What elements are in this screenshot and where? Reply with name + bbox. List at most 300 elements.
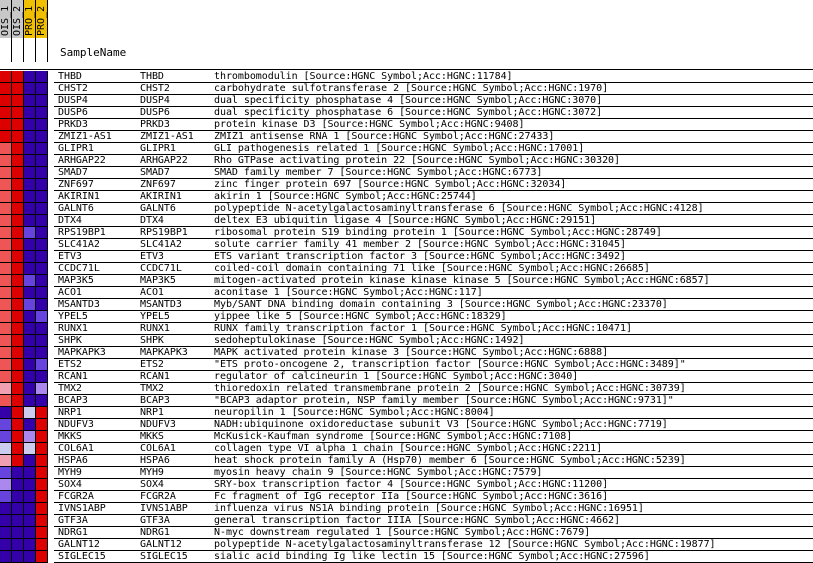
column-header-label: OIS_1: [0, 5, 11, 36]
table-row[interactable]: [0, 539, 813, 551]
table-row[interactable]: [0, 263, 813, 275]
table-row[interactable]: [0, 107, 813, 119]
heatmap-cell: [36, 311, 48, 323]
table-row[interactable]: [0, 479, 813, 491]
table-row[interactable]: [0, 515, 813, 527]
heatmap-cell: [36, 431, 48, 443]
heatmap-cell: [24, 431, 36, 443]
gene-symbol: MKKS: [58, 431, 82, 442]
heatmap-cell: [0, 503, 12, 515]
table-row[interactable]: [0, 467, 813, 479]
heatmap-cell: [36, 179, 48, 191]
gene-symbol: ACO1: [58, 287, 82, 298]
gene-description: NADH:ubiquinone oxidoreductase subunit V3 [Source:HGNC Symbol;Acc:HGNC:7719]: [214, 419, 668, 430]
gene-symbol: DUSP6: [58, 107, 88, 118]
heatmap-cell: [24, 503, 36, 515]
gene-symbol: IVNS1ABP: [58, 503, 106, 514]
heatmap-cell: [0, 83, 12, 95]
heatmap-cell: [36, 395, 48, 407]
heatmap-cell: [24, 323, 36, 335]
gene-name: RUNX1: [140, 323, 170, 334]
heatmap-cell: [12, 287, 24, 299]
heatmap-cell: [12, 359, 24, 371]
heatmap-cell: [36, 203, 48, 215]
gene-description: Myb/SANT DNA binding domain containing 3 [Source:HGNC Symbol;Acc:HGNC:23370]: [214, 299, 668, 310]
heatmap-cell: [12, 167, 24, 179]
heatmap-cell: [36, 551, 48, 563]
heatmap-cell: [24, 395, 36, 407]
heatmap-cell: [24, 83, 36, 95]
heatmap-cell: [0, 191, 12, 203]
table-row[interactable]: [0, 491, 813, 503]
table-row[interactable]: [0, 311, 813, 323]
heatmap-cell: [0, 515, 12, 527]
heatmap-cell: [36, 323, 48, 335]
gene-symbol: CCDC71L: [58, 263, 100, 274]
table-row[interactable]: [0, 503, 813, 515]
gene-description: thioredoxin related transmembrane protein 2 [Source:HGNC Symbol;Acc:HGNC:30739]: [214, 383, 686, 394]
heatmap-cell: [24, 107, 36, 119]
heatmap-cell: [24, 455, 36, 467]
gene-description: thrombomodulin [Source:HGNC Symbol;Acc:HGNC:11784]: [214, 71, 513, 82]
gene-description: regulator of calcineurin 1 [Source:HGNC Symbol;Acc:HGNC:3040]: [214, 371, 579, 382]
gene-description: SMAD family member 7 [Source:HGNC Symbol;Acc:HGNC:6773]: [214, 167, 543, 178]
gene-name: CHST2: [140, 83, 170, 94]
heatmap-cell: [0, 335, 12, 347]
gene-name: DUSP4: [140, 95, 170, 106]
heatmap-cell: [12, 131, 24, 143]
heatmap-cell: [12, 407, 24, 419]
heatmap-cell: [0, 491, 12, 503]
heatmap-cell: [24, 383, 36, 395]
gene-symbol: MAP3K5: [58, 275, 94, 286]
heatmap-cell: [12, 203, 24, 215]
gene-description: polypeptide N-acetylgalactosaminyltransferase 6 [Source:HGNC Symbol;Acc:HGNC:4128]: [214, 203, 704, 214]
heatmap-cell: [24, 119, 36, 131]
heatmap-cell: [36, 155, 48, 167]
heatmap-cell: [36, 83, 48, 95]
column-header-label: OIS_2: [12, 5, 23, 36]
heatmap-cell: [24, 443, 36, 455]
gene-name: YPEL5: [140, 311, 170, 322]
heatmap-cell: [0, 323, 12, 335]
heatmap-cell: [0, 311, 12, 323]
heatmap-cell: [36, 227, 48, 239]
gene-description: coiled-coil domain containing 71 like [Source:HGNC Symbol;Acc:HGNC:26685]: [214, 263, 650, 274]
table-row[interactable]: [0, 155, 813, 167]
heatmap-cell: [0, 167, 12, 179]
gene-description: sialic acid binding Ig like lectin 15 [Source:HGNC Symbol;Acc:HGNC:27596]: [214, 551, 650, 562]
gene-name: COL6A1: [140, 443, 176, 454]
gene-symbol: NDRG1: [58, 527, 88, 538]
heatmap-cell: [0, 71, 12, 83]
gene-symbol: TMX2: [58, 383, 82, 394]
gene-description: heat shock protein family A (Hsp70) member 6 [Source:HGNC Symbol;Acc:HGNC:5239]: [214, 455, 686, 466]
heatmap-cell: [12, 311, 24, 323]
gene-description: collagen type VI alpha 1 chain [Source:HGNC Symbol;Acc:HGNC:2211]: [214, 443, 603, 454]
gene-description: neuropilin 1 [Source:HGNC Symbol;Acc:HGNC:8004]: [214, 407, 495, 418]
gene-symbol: MYH9: [58, 467, 82, 478]
heatmap-cell: [0, 539, 12, 551]
gene-name: ETS2: [140, 359, 164, 370]
gene-name: SIGLEC15: [140, 551, 188, 562]
gene-name: SMAD7: [140, 167, 170, 178]
heatmap-cell: [0, 143, 12, 155]
heatmap-cell: [24, 551, 36, 563]
heatmap-cell: [24, 143, 36, 155]
heatmap-cell: [36, 95, 48, 107]
gene-symbol: FCGR2A: [58, 491, 94, 502]
heatmap-cell: [36, 539, 48, 551]
table-row[interactable]: [0, 443, 813, 455]
table-row[interactable]: [0, 215, 813, 227]
gene-description: influenza virus NS1A binding protein [Source:HGNC Symbol;Acc:HGNC:16951]: [214, 503, 644, 514]
column-header-pro-1[interactable]: [24, 0, 36, 62]
heatmap-cell: [12, 215, 24, 227]
heatmap-cell: [24, 179, 36, 191]
table-row[interactable]: [0, 71, 813, 83]
table-row[interactable]: [0, 527, 813, 539]
heatmap-cell: [0, 407, 12, 419]
heatmap-cell: [12, 83, 24, 95]
gene-name: AKIRIN1: [140, 191, 182, 202]
heatmap-cell: [24, 407, 36, 419]
table-row[interactable]: [0, 287, 813, 299]
gene-symbol: RPS19BP1: [58, 227, 106, 238]
gene-symbol: DTX4: [58, 215, 82, 226]
heatmap-cell: [0, 371, 12, 383]
heatmap-cell: [36, 491, 48, 503]
heatmap-cell: [0, 347, 12, 359]
heatmap-cell: [36, 287, 48, 299]
gene-description: polypeptide N-acetylgalactosaminyltransferase 12 [Source:HGNC Symbol;Acc:HGNC:19877]: [214, 539, 716, 550]
heatmap-cell: [0, 527, 12, 539]
heatmap-cell: [0, 275, 12, 287]
gene-name: CCDC71L: [140, 263, 182, 274]
gene-symbol: NDUFV3: [58, 419, 94, 430]
table-row[interactable]: [0, 275, 813, 287]
heatmap-cell: [0, 395, 12, 407]
heatmap-cell: [24, 479, 36, 491]
gene-description: RUNX family transcription factor 1 [Source:HGNC Symbol;Acc:HGNC:10471]: [214, 323, 632, 334]
column-header-ois-1[interactable]: [0, 0, 12, 62]
gene-name: TMX2: [140, 383, 164, 394]
gene-description: Fc fragment of IgG receptor IIa [Source:HGNC Symbol;Acc:HGNC:3616]: [214, 491, 609, 502]
heatmap-cell: [24, 263, 36, 275]
gene-name: ZNF697: [140, 179, 176, 190]
heatmap-cell: [12, 95, 24, 107]
heatmap-cell: [12, 191, 24, 203]
heatmap-cell: [36, 527, 48, 539]
table-row[interactable]: [0, 167, 813, 179]
heatmap-cell: [0, 383, 12, 395]
heatmap-cell: [24, 215, 36, 227]
heatmap-cell: [24, 419, 36, 431]
gene-name: PRKD3: [140, 119, 170, 130]
heatmap-cell: [36, 347, 48, 359]
table-row[interactable]: [0, 119, 813, 131]
gene-symbol: NRP1: [58, 407, 82, 418]
heatmap-cell: [36, 215, 48, 227]
heatmap-cell: [12, 107, 24, 119]
heatmap-cell: [24, 71, 36, 83]
heatmap-cell: [12, 491, 24, 503]
gene-description: N-myc downstream regulated 1 [Source:HGNC Symbol;Acc:HGNC:7679]: [214, 527, 591, 538]
gene-description: "ETS proto-oncogene 2, transcription factor [Source:HGNC Symbol;Acc:HGNC:3489]": [214, 359, 686, 370]
heatmap-cell: [36, 359, 48, 371]
gene-description: zinc finger protein 697 [Source:HGNC Symbol;Acc:HGNC:32034]: [214, 179, 567, 190]
gene-symbol: SLC41A2: [58, 239, 100, 250]
gene-name: GALNT12: [140, 539, 182, 550]
gene-name: RPS19BP1: [140, 227, 188, 238]
table-row[interactable]: [0, 407, 813, 419]
heatmap-cell: [12, 551, 24, 563]
heatmap-cell: [36, 119, 48, 131]
gene-name: GTF3A: [140, 515, 170, 526]
table-row[interactable]: [0, 299, 813, 311]
table-row[interactable]: [0, 395, 813, 407]
heatmap-cell: [24, 335, 36, 347]
table-row[interactable]: [0, 335, 813, 347]
column-header-ois-2[interactable]: [12, 0, 24, 62]
gene-symbol: PRKD3: [58, 119, 88, 130]
gene-description: ETS variant transcription factor 3 [Source:HGNC Symbol;Acc:HGNC:3492]: [214, 251, 626, 262]
table-row[interactable]: [0, 419, 813, 431]
heatmap-cell: [36, 251, 48, 263]
heatmap-cell: [0, 131, 12, 143]
heatmap-cell: [36, 407, 48, 419]
heatmap-cell: [24, 491, 36, 503]
heatmap-cell: [36, 299, 48, 311]
gene-symbol: RUNX1: [58, 323, 88, 334]
heatmap-cell: [12, 227, 24, 239]
gene-name: ZMIZ1-AS1: [140, 131, 194, 142]
heatmap-cell: [0, 455, 12, 467]
gene-name: GLIPR1: [140, 143, 176, 154]
heatmap-cell: [12, 263, 24, 275]
gene-name: SLC41A2: [140, 239, 182, 250]
heatmap-cell: [12, 119, 24, 131]
heatmap-cell: [24, 167, 36, 179]
gene-symbol: MAPKAPK3: [58, 347, 106, 358]
heatmap-cell: [0, 203, 12, 215]
heatmap-cell: [0, 287, 12, 299]
gene-symbol: ETS2: [58, 359, 82, 370]
gene-name: GALNT6: [140, 203, 176, 214]
heatmap-cell: [36, 335, 48, 347]
gene-name: MKKS: [140, 431, 164, 442]
heatmap-cell: [0, 179, 12, 191]
heatmap-cell: [24, 95, 36, 107]
gene-name: SHPK: [140, 335, 164, 346]
gene-symbol: BCAP3: [58, 395, 88, 406]
table-row[interactable]: [0, 95, 813, 107]
heatmap-cell: [24, 227, 36, 239]
gene-description: dual specificity phosphatase 6 [Source:HGNC Symbol;Acc:HGNC:3072]: [214, 107, 603, 118]
heatmap-cell: [12, 371, 24, 383]
table-row[interactable]: [0, 83, 813, 95]
gene-name: DTX4: [140, 215, 164, 226]
gene-symbol: ARHGAP22: [58, 155, 106, 166]
heatmap-cell: [0, 479, 12, 491]
gene-name: NDRG1: [140, 527, 170, 538]
gene-description: deltex E3 ubiquitin ligase 4 [Source:HGNC Symbol;Acc:HGNC:29151]: [214, 215, 597, 226]
header-divider: [0, 69, 813, 70]
heatmap-cell: [0, 107, 12, 119]
heatmap-cell: [36, 443, 48, 455]
gene-symbol: THBD: [58, 71, 82, 82]
heatmap-cell: [0, 227, 12, 239]
heatmap-cell: [36, 167, 48, 179]
heatmap-cell: [12, 419, 24, 431]
table-row[interactable]: [0, 347, 813, 359]
gene-symbol: GALNT12: [58, 539, 100, 550]
heatmap-cell: [0, 95, 12, 107]
gene-symbol: YPEL5: [58, 311, 88, 322]
gene-symbol: GLIPR1: [58, 143, 94, 154]
heatmap-cell: [24, 539, 36, 551]
heatmap-cell: [36, 191, 48, 203]
heatmap-cell: [36, 107, 48, 119]
table-row[interactable]: [0, 251, 813, 263]
heatmap-cell: [0, 443, 12, 455]
samplename-header: SampleName: [60, 46, 127, 59]
column-header-pro-2[interactable]: [36, 0, 48, 62]
heatmap-cell: [0, 419, 12, 431]
gene-description: "BCAP3 adaptor protein, NSP family member [Source:HGNC Symbol;Acc:HGNC:9731]": [214, 395, 674, 406]
heatmap-cell: [24, 239, 36, 251]
gene-description: Rho GTPase activating protein 22 [Source:HGNC Symbol;Acc:HGNC:30320]: [214, 155, 620, 166]
gene-description: aconitase 1 [Source:HGNC Symbol;Acc:HGNC:117]: [214, 287, 483, 298]
heatmap-cell: [0, 467, 12, 479]
heatmap-cell: [36, 515, 48, 527]
heatmap-cell: [24, 287, 36, 299]
heatmap-cell: [0, 215, 12, 227]
heatmap-cell: [0, 251, 12, 263]
gene-symbol: DUSP4: [58, 95, 88, 106]
heatmap-cell: [36, 503, 48, 515]
table-row[interactable]: [0, 143, 813, 155]
heatmap-cell: [12, 455, 24, 467]
gene-symbol: SHPK: [58, 335, 82, 346]
heatmap-cell: [0, 551, 12, 563]
gene-symbol: SIGLEC15: [58, 551, 106, 562]
heatmap-cell: [36, 143, 48, 155]
gene-description: yippee like 5 [Source:HGNC Symbol;Acc:HGNC:18329]: [214, 311, 507, 322]
table-row[interactable]: [0, 227, 813, 239]
heatmap-cell: [12, 443, 24, 455]
gene-name: ACO1: [140, 287, 164, 298]
column-header-label: PRO_2: [36, 5, 47, 36]
gene-symbol: ZMIZ1-AS1: [58, 131, 112, 142]
gene-symbol: HSPA6: [58, 455, 88, 466]
gene-name: DUSP6: [140, 107, 170, 118]
heatmap-cell: [24, 347, 36, 359]
heatmap-cell: [12, 515, 24, 527]
gene-symbol: SOX4: [58, 479, 82, 490]
gene-name: ARHGAP22: [140, 155, 188, 166]
table-row[interactable]: [0, 455, 813, 467]
gene-name: FCGR2A: [140, 491, 176, 502]
gene-name: ETV3: [140, 251, 164, 262]
heatmap-cell: [12, 467, 24, 479]
heatmap-cell: [0, 299, 12, 311]
gene-symbol: GALNT6: [58, 203, 94, 214]
gene-name: NDUFV3: [140, 419, 176, 430]
gene-description: ZMIZ1 antisense RNA 1 [Source:HGNC Symbol;Acc:HGNC:27433]: [214, 131, 555, 142]
heatmap-cell: [24, 515, 36, 527]
heatmap-cell: [36, 131, 48, 143]
heatmap-cell: [12, 71, 24, 83]
gene-symbol: AKIRIN1: [58, 191, 100, 202]
gene-description: dual specificity phosphatase 4 [Source:HGNC Symbol;Acc:HGNC:3070]: [214, 95, 603, 106]
table-row[interactable]: [0, 383, 813, 395]
gene-description: akirin 1 [Source:HGNC Symbol;Acc:HGNC:25744]: [214, 191, 477, 202]
table-row[interactable]: [0, 551, 813, 563]
heatmap-cell: [36, 239, 48, 251]
heatmap-cell: [12, 239, 24, 251]
gene-name: IVNS1ABP: [140, 503, 188, 514]
heatmap-cell: [36, 455, 48, 467]
heatmap-cell: [0, 263, 12, 275]
gene-description: McKusick-Kaufman syndrome [Source:HGNC Symbol;Acc:HGNC:7108]: [214, 431, 573, 442]
gene-name: MYH9: [140, 467, 164, 478]
table-row[interactable]: [0, 191, 813, 203]
heatmap-cell: [0, 119, 12, 131]
gene-name: NRP1: [140, 407, 164, 418]
gene-name: RCAN1: [140, 371, 170, 382]
heatmap-cell: [0, 359, 12, 371]
table-row[interactable]: [0, 359, 813, 371]
gene-description: mitogen-activated protein kinase kinase kinase 5 [Source:HGNC Symbol;Acc:HGNC:6857]: [214, 275, 710, 286]
gene-description: SRY-box transcription factor 4 [Source:HGNC Symbol;Acc:HGNC:11200]: [214, 479, 609, 490]
heatmap-cell: [24, 191, 36, 203]
heatmap-cell: [36, 383, 48, 395]
gene-description: GLI pathogenesis related 1 [Source:HGNC Symbol;Acc:HGNC:17001]: [214, 143, 585, 154]
heatmap-cell: [12, 527, 24, 539]
gene-description: ribosomal protein S19 binding protein 1 [Source:HGNC Symbol;Acc:HGNC:28749]: [214, 227, 662, 238]
heatmap-cell: [36, 479, 48, 491]
table-row[interactable]: [0, 371, 813, 383]
table-row[interactable]: [0, 179, 813, 191]
heatmap-cell: [12, 335, 24, 347]
table-row[interactable]: [0, 239, 813, 251]
table-row[interactable]: [0, 203, 813, 215]
table-row[interactable]: [0, 131, 813, 143]
heatmap-cell: [12, 155, 24, 167]
table-row[interactable]: [0, 431, 813, 443]
gene-name: SOX4: [140, 479, 164, 490]
heatmap-cell: [0, 431, 12, 443]
gene-name: BCAP3: [140, 395, 170, 406]
gene-description: solute carrier family 41 member 2 [Source:HGNC Symbol;Acc:HGNC:31045]: [214, 239, 626, 250]
heatmap-cell: [24, 527, 36, 539]
gene-symbol: SMAD7: [58, 167, 88, 178]
gene-symbol: ETV3: [58, 251, 82, 262]
gene-description: general transcription factor IIIA [Source:HGNC Symbol;Acc:HGNC:4662]: [214, 515, 620, 526]
heatmap-cell: [12, 143, 24, 155]
heatmap-cell: [36, 419, 48, 431]
heatmap-cell: [12, 299, 24, 311]
table-row[interactable]: [0, 323, 813, 335]
heatmap-cell: [24, 275, 36, 287]
heatmap-cell: [24, 299, 36, 311]
heatmap-cell: [36, 71, 48, 83]
heatmap-cell: [24, 311, 36, 323]
heatmap-cell: [36, 275, 48, 287]
heatmap-cell: [12, 479, 24, 491]
heatmap-cell: [36, 263, 48, 275]
